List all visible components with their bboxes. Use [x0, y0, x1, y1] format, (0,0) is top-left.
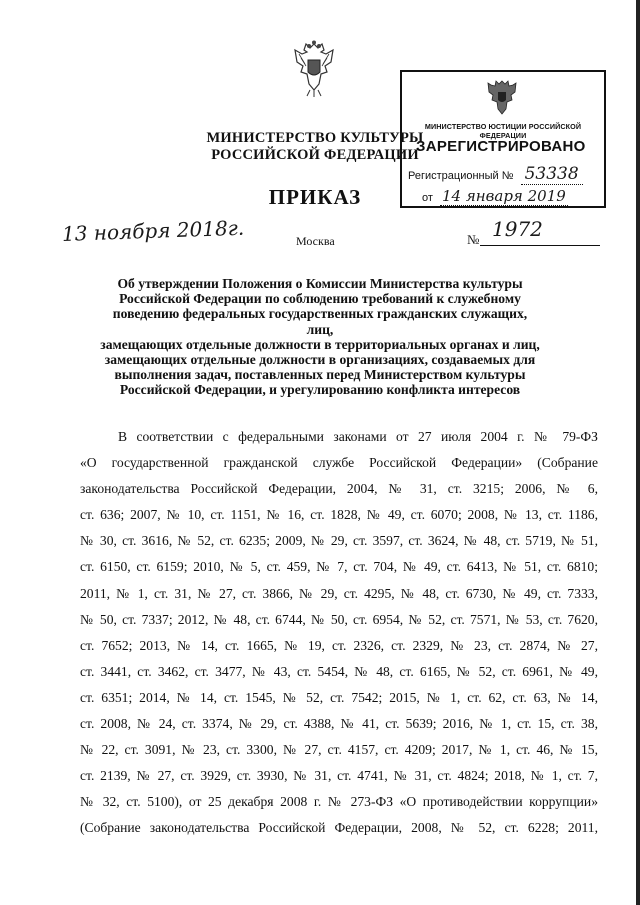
body-line: ст. 6351; 2014, № 14, ст. 1545, № 52, ст. 7542; 2015, № 1, ст. 62, ст. 63, № 14,	[80, 689, 598, 705]
body-line: ст. 2139, № 27, ст. 3929, ст. 3930, № 31, ст. 4741, № 31, ст. 4824; 2018, № 1, ст. 7,	[80, 768, 598, 784]
body-line: 2011, № 1, ст. 31, № 27, ст. 3866, № 29, ст. 4295, № 48, ст. 6730, № 49, ст. 7333,	[80, 585, 598, 601]
body-line: В соответствии с федеральными законами от 27 июля 2004 г. № 79-ФЗ	[118, 429, 598, 444]
document-body	[80, 424, 598, 842]
body-line: № 22, ст. 3091, № 23, ст. 3300, № 27, ст. 4157, ст. 4209; 2017, № 1, ст. 46, № 15,	[80, 742, 598, 758]
stamp-date-line	[422, 187, 602, 205]
body-line: (Собрание законодательства Российской Федерации, 2008, № 52, ст. 6228; 2011,	[80, 820, 598, 836]
body-line: ст. 2008, № 24, ст. 3374, № 29, ст. 4388, № 41, ст. 5639; 2016, № 1, ст. 15, ст. 38,	[80, 716, 598, 732]
body-line: законодательства Российской Федерации, 2004, № 31, ст. 3215; 2006, № 6,	[80, 481, 598, 497]
body-line: ст. 3441, ст. 3462, ст. 3477, № 43, ст. 5454, № 48, ст. 6165, № 52, ст. 6961, № 49,	[80, 663, 598, 679]
order-number: 1972	[492, 217, 543, 241]
registration-stamp	[400, 70, 606, 208]
body-line: ст. 6150, ст. 6159; 2010, № 5, ст. 459, № 7, ст. 704, № 49, ст. 6413, № 51, ст. 6810;	[80, 559, 598, 575]
heading-line: поведению федеральных государственных гражданских служащих, лиц,	[112, 306, 528, 337]
heading-line: замещающих отдельные должности в организациях, создаваемых для	[104, 352, 536, 368]
heading-line: выполнения задач, поставленных перед Министерством культуры	[114, 367, 526, 383]
city: Москва	[296, 234, 335, 248]
heading-line: Об утверждении Положения о Комиссии Министерства культуры	[117, 276, 523, 291]
stamp-emblem-icon	[485, 78, 519, 118]
body-line: «О государственной гражданской службе Российской Федерации» (Собрание	[80, 455, 598, 471]
body-line: № 32, ст. 5100), от 25 декабря 2008 г. № 273-ФЗ «О противодействии коррупции»	[80, 794, 598, 810]
heading-line: Российской Федерации, и урегулированию конфликта интересов	[119, 382, 521, 398]
ministry-name	[200, 130, 430, 164]
stamp-reg-label: Регистрационный №	[408, 170, 514, 182]
document-heading	[100, 276, 540, 398]
ministry-line-1: МИНИСТЕРСТВО КУЛЬТУРЫ	[206, 130, 424, 146]
stamp-registered: ЗАРЕГИСТРИРОВАНО	[416, 138, 586, 155]
order-number-underline	[480, 245, 600, 246]
ministry-line-2: РОССИЙСКОЙ ФЕДЕРАЦИИ	[211, 147, 419, 163]
heading-line: замещающих отдельные должности в территориальных органах и лиц,	[100, 336, 540, 352]
order-date: 13 ноября 2018г.	[61, 215, 245, 246]
stamp-date-value: 14 января 2019	[441, 187, 566, 205]
coat-of-arms-icon	[291, 40, 337, 98]
body-line: № 50, ст. 7337; 2012, № 48, ст. 6744, № 50, ст. 6954, № 52, ст. 7571, № 53, ст. 7620,	[80, 611, 598, 627]
stamp-date-prefix: от	[422, 192, 433, 204]
document-type: ПРИКАЗ	[268, 185, 362, 209]
stamp-caption: МИНИСТЕРСТВО ЮСТИЦИИ РОССИЙСКОЙ ФЕДЕРАЦИИ	[424, 122, 582, 140]
heading-line: Российской Федерации по соблюдению требований к служебному	[119, 291, 521, 307]
body-line: ст. 636; 2007, № 10, ст. 1151, № 16, ст. 1828, № 49, ст. 6070; 2008, № 13, ст. 1186,	[80, 507, 598, 523]
stamp-number-line	[408, 164, 604, 184]
body-line: ст. 7652; 2013, № 14, ст. 1665, № 19, ст. 2326, ст. 2329, № 23, ст. 2874, № 27,	[80, 637, 598, 653]
order-number-label: №	[467, 232, 480, 247]
stamp-reg-number: 53338	[521, 164, 583, 185]
page-edge	[636, 0, 640, 905]
body-line: № 30, ст. 3616, № 52, ст. 6235; 2009, № 29, ст. 3597, ст. 3624, № 48, ст. 5719, № 51,	[80, 533, 598, 549]
